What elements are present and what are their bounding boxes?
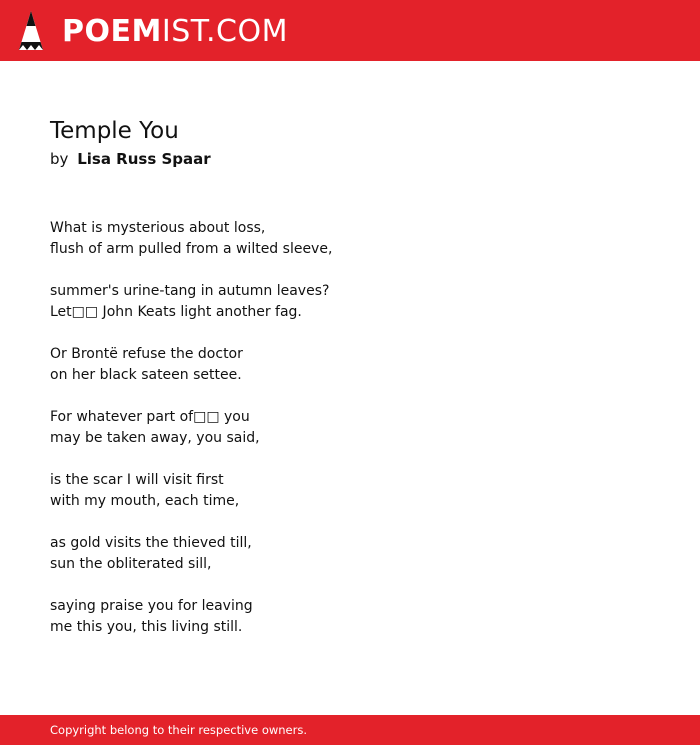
stanza [50, 344, 650, 386]
pencil-tip-icon [18, 10, 44, 52]
poem-line: flush of arm pulled from a wilted sleeve, [50, 241, 333, 257]
logo-text-light: IST.COM [161, 14, 288, 49]
poem-line: Let□□ John Keats light another fag. [50, 304, 302, 320]
poem-title: Temple You [50, 118, 179, 144]
by-label: by [50, 150, 69, 168]
copyright-text: Copyright belong to their respective owners. [50, 723, 308, 737]
poem-line: me this you, this living still. [50, 619, 243, 635]
poem-line: summer's urine-tang in autumn leaves? [50, 283, 330, 299]
poem-body [50, 218, 650, 659]
poem-line: saying praise you for leaving [50, 598, 253, 614]
poem-line: For whatever part of□□ you [50, 409, 250, 425]
stanza [50, 596, 650, 638]
poem-line: Or Brontë refuse the doctor [50, 346, 243, 362]
stanza [50, 407, 650, 449]
poem-line: with my mouth, each time, [50, 493, 240, 509]
stanza [50, 533, 650, 575]
stanza [50, 470, 650, 512]
stanza [50, 281, 650, 323]
site-logo[interactable] [62, 12, 288, 52]
author-name: Lisa Russ Spaar [77, 150, 211, 168]
byline [50, 148, 211, 170]
stanza [50, 218, 650, 260]
site-header [0, 0, 700, 61]
poem-line: What is mysterious about loss, [50, 220, 266, 236]
logo-text-bold: POEM [62, 14, 162, 49]
site-footer [0, 715, 700, 745]
poem-line: as gold visits the thieved till, [50, 535, 252, 551]
poem-line: sun the obliterated sill, [50, 556, 212, 572]
poem-line: on her black sateen settee. [50, 367, 242, 383]
poem-line: is the scar I will visit first [50, 472, 224, 488]
poem-line: may be taken away, you said, [50, 430, 260, 446]
